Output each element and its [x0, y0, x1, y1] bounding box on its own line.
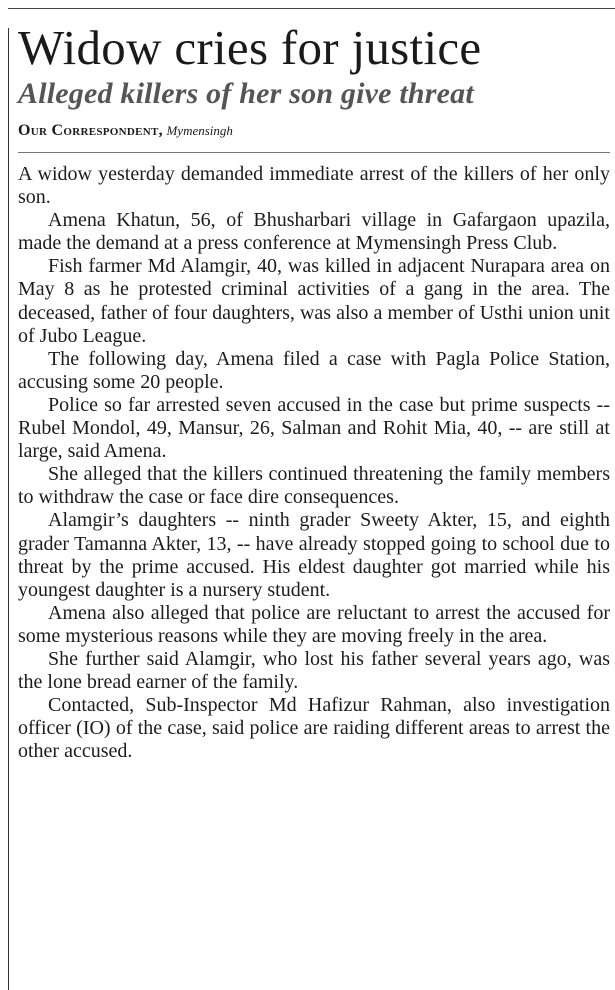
paragraph: A widow yesterday demanded immediate arrest of the killers of her only son. [18, 163, 610, 209]
news-article [18, 20, 610, 763]
paragraph: The following day, Amena filed a case with Pagla Police Station, accusing some 20 people. [18, 347, 610, 393]
headline: Widow cries for justice [18, 20, 482, 75]
byline [18, 122, 610, 141]
paragraph: Fish farmer Md Alamgir, 40, was killed in adjacent Nurapara area on May 8 as he protested criminal activities of a gang in the area. The deceased, father of four daughters, was also a member of Usthi union unit of Jubo League. [18, 255, 610, 347]
paragraph: Contacted, Sub-Inspector Md Hafizur Rahman, also investigation officer (IO) of the case, said police are raiding different areas to arrest the other accused. [18, 694, 610, 763]
subheadline: Alleged killers of her son give threat [18, 77, 474, 110]
byline-author: Our Correspondent, [18, 122, 163, 139]
article-body [18, 163, 610, 763]
paragraph: Police so far arrested seven accused in the case but prime suspects -- Rubel Mondol, 49, Mansur, 26, Salman and Rohit Mia, 40, -- are still at large, said Amena. [18, 393, 610, 463]
paragraph: Alamgir’s daughters -- ninth grader Sweety Akter, 15, and eighth grader Tamanna Akter, 13, -- have already stopped going to school due to threat by the prime accused. His eldest daughter got married while his youngest daughter is a nursery student. [18, 509, 610, 601]
paragraph: She alleged that the killers continued threatening the family members to withdraw the case or face dire consequences. [18, 463, 610, 509]
top-rule [8, 8, 615, 9]
paragraph: She further said Alamgir, who lost his father several years ago, was the lone bread earner of the family. [18, 647, 610, 694]
byline-divider [18, 152, 610, 153]
paragraph: Amena Khatun, 56, of Bhusharbari village in Gafargaon upazila, made the demand at a press conference at Mymensingh Press Club. [18, 209, 610, 255]
left-column-rule [8, 28, 9, 990]
paragraph: Amena also alleged that police are reluctant to arrest the accused for some mysterious reasons while they are moving freely in the area. [18, 601, 610, 647]
byline-location: Mymensingh [166, 123, 233, 138]
